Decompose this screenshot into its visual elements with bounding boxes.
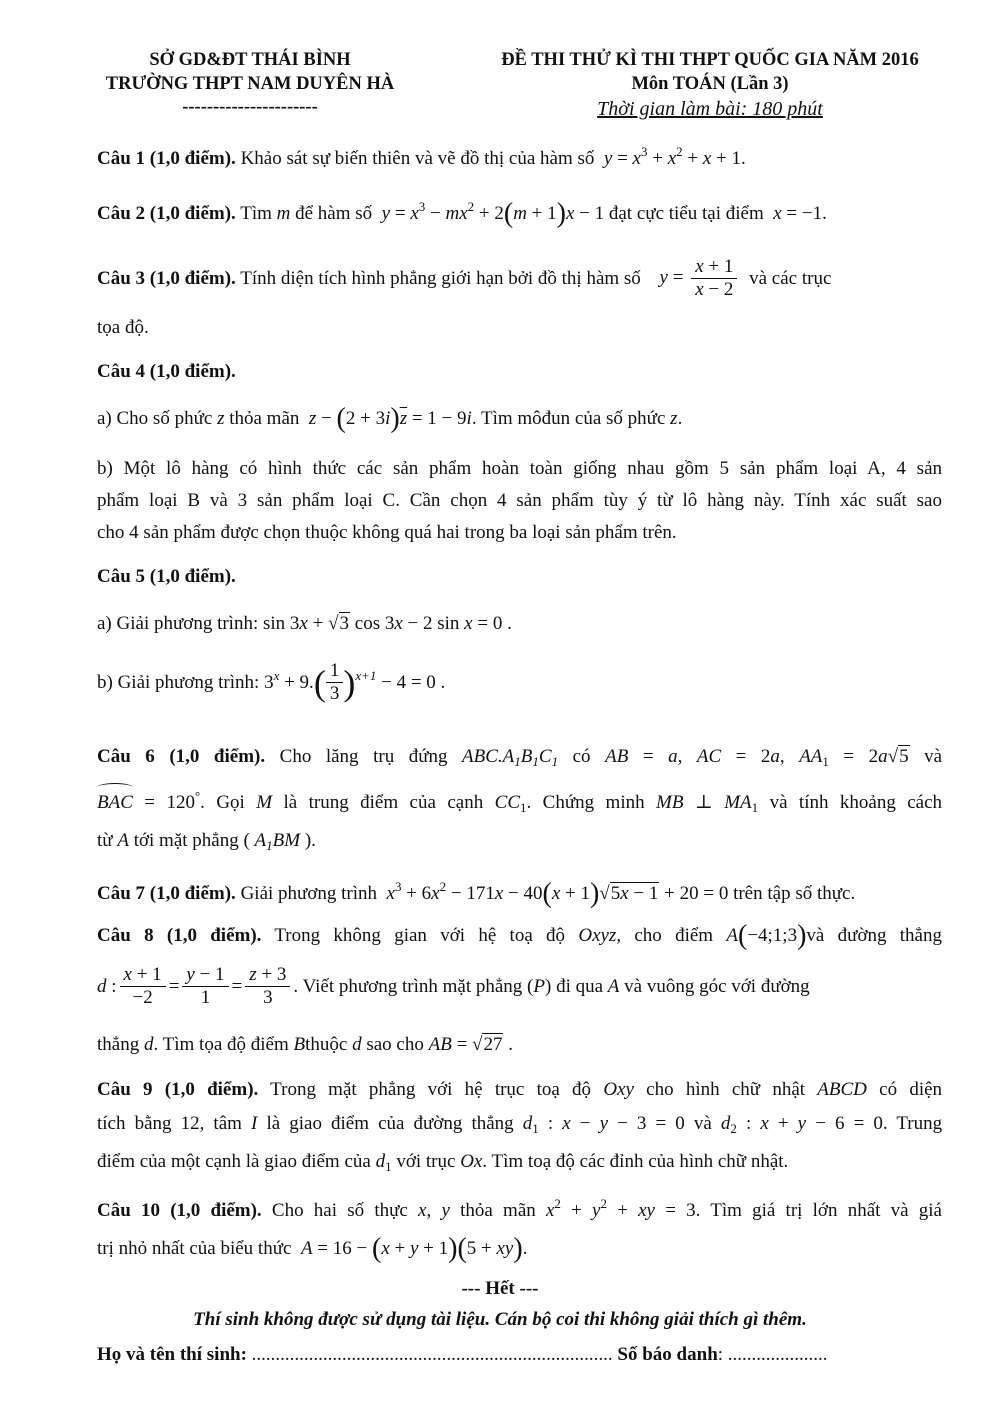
question-7-label: Câu 7 (1,0 điểm). [97, 883, 236, 904]
question-4b-line1: b) Một lô hàng có hình thức các sản phẩm hoàn toàn giống nhau gồm 5 sản phẩm loại A, 4 sản [97, 458, 942, 479]
question-3-cont: tọa độ. [97, 317, 149, 338]
question-2-formula: y [381, 203, 391, 224]
candidate-name-label: Họ và tên thí sinh: [97, 1344, 247, 1365]
question-8-line1: Câu 8 (1,0 điểm). Trong không gian với hệ toạ độ Oxyz, cho điểm A(−4;1;3)và đường thẳng [97, 920, 942, 951]
school-header [60, 48, 440, 118]
question-3-formula: y = $\frac{x + 1}{x - 2}$ [660, 256, 741, 301]
question-1-formula: y [603, 148, 613, 169]
end-marker: --- Hết --- [461, 1278, 539, 1299]
question-3-label: Câu 3 (1,0 điểm). [97, 267, 236, 289]
candidate-id-label: Số báo danh [617, 1344, 718, 1365]
question-1-text: Khảo sát sự biến thiên và vẽ đồ thị của hàm số [235, 148, 595, 169]
question-6-line3: từ A tới mặt phẳng ( $A_1BM$ ). [97, 830, 316, 853]
candidate-info [97, 1341, 942, 1369]
candidate-name-field: ............................................................................ [246, 1344, 613, 1365]
question-10-line1: Câu 10 (1,0 điểm). Cho hai số thực x, y thỏa mãn $x^2 + y^2$ + xy = 3. Tìm giá trị lớn nhất và giá [97, 1196, 942, 1221]
question-8-line2: d : $\frac{x + 1}{-2}$ = $\frac{y - 1}{1}$ = $\frac{z + 3}{3}$ . Viết phương trình mặt phẳng (P) đi qua A và vuông góc với đường [97, 964, 810, 1008]
question-4b-line3: cho 4 sản phẩm được chọn thuộc không quá hai trong ba loại sản phẩm trên. [97, 522, 677, 543]
question-2-label: Câu 2 (1,0 điểm). [97, 203, 236, 224]
question-9-line3: điểm của một cạnh là giao điểm của $d_1$ với trục Ox. Tìm toạ độ các đỉnh của hình chữ nhật. [97, 1151, 789, 1174]
exam-title: ĐỀ THI THỬ KÌ THI THPT QUỐC GIA NĂM 2016 [501, 50, 919, 70]
question-10-label: Câu 10 (1,0 điểm). [97, 1200, 262, 1221]
candidate-id-field: : ..................... [717, 1344, 828, 1365]
header-divider: ---------------------- [182, 97, 318, 117]
question-1: Câu 1 (1,0 điểm). Khảo sát sự biến thiên và vẽ đồ thị của hàm số $y = x^3 + x^2 + x + 1$. [97, 144, 746, 169]
question-5-label: Câu 5 (1,0 điểm). [97, 566, 236, 587]
exam-subject: Môn TOÁN (Lần 3) [631, 74, 789, 94]
question-6-line2: BAC = 120°. Gọi M là trung điểm của cạnh $CC_1$. Chứng minh MB ⊥ $MA_1$ và tính khoảng cách [97, 788, 943, 815]
question-8-line3: thẳng d. Tìm tọa độ điểm Bthuộc d sao cho AB = √27 . [97, 1034, 513, 1055]
school-name: TRƯỜNG THPT NAM DUYÊN HÀ [105, 74, 395, 94]
question-9-line2: tích bằng 12, tâm I là giao điểm của đường thẳng $d_1$ : x − y − 3 = 0 và $d_2$ : x + y − 6 = 0. Trung [97, 1113, 943, 1136]
question-7: Câu 7 (1,0 điểm). Giải phương trình $x^3 + 6x^2 - 171x - 40(x + 1)√5x - 1 + 20 = 0$ trên tập số thực. [97, 878, 856, 909]
question-3: Câu 3 (1,0 điểm). Tính diện tích hình phẳng giới hạn bởi đồ thị hàm số y = $\frac{x + 1}{x - 2}$ và các trục [97, 256, 832, 300]
question-9-line1: Câu 9 (1,0 điểm). Trong mặt phẳng với hệ trục toạ độ Oxy cho hình chữ nhật ABCD có diện [97, 1079, 943, 1100]
question-10-line2: trị nhỏ nhất của biểu thức A = 16 − (x + y + 1)(5 + xy). [97, 1233, 528, 1264]
question-4b-line2: phẩm loại B và 3 sản phẩm loại C. Cần chọn 4 sản phẩm tùy ý từ lô hàng này. Tính xác suất sao [97, 490, 942, 511]
exam-note: Thí sinh không được sử dụng tài liệu. Cán bộ coi thi không giải thích gì thêm. [193, 1309, 807, 1330]
question-1-label: Câu 1 (1,0 điểm). [97, 148, 236, 169]
question-5b: b) Giải phương trình: $3^x + 9$.( $\frac{1}{3}$ )x+1 − 4 = 0 . [97, 660, 446, 704]
department-name: SỞ GD&ĐT THÁI BÌNH [149, 50, 351, 70]
question-4-label: Câu 4 (1,0 điểm). [97, 361, 236, 382]
question-2: Câu 2 (1,0 điểm). Tìm m để hàm số $y = x^3 - mx^2 + 2(m + 1)x - 1$ đạt cực tiểu tại điểm x = −1. [97, 198, 827, 229]
exam-header [470, 48, 950, 122]
exam-duration: Thời gian làm bài: 180 phút [597, 98, 823, 120]
question-6-label: Câu 6 (1,0 điểm). [97, 746, 266, 767]
question-8-label: Câu 8 (1,0 điểm). [97, 925, 262, 946]
question-9-label: Câu 9 (1,0 điểm). [97, 1079, 259, 1100]
question-6-line1: Câu 6 (1,0 điểm). Cho lăng trụ đứng $ABC.A_1B_1C_1$ có AB = a, AC = 2a, $AA_1 = 2a√5$ và [97, 746, 943, 769]
question-5a: a) Giải phương trình: sin 3x + √3 cos 3x − 2 sin x = 0 . [97, 613, 512, 634]
question-4a: a) Cho số phức z thỏa mãn $z - (2 + 3i)\overline{z} = 1 - 9i$. Tìm môđun của số phức z. [97, 403, 683, 434]
